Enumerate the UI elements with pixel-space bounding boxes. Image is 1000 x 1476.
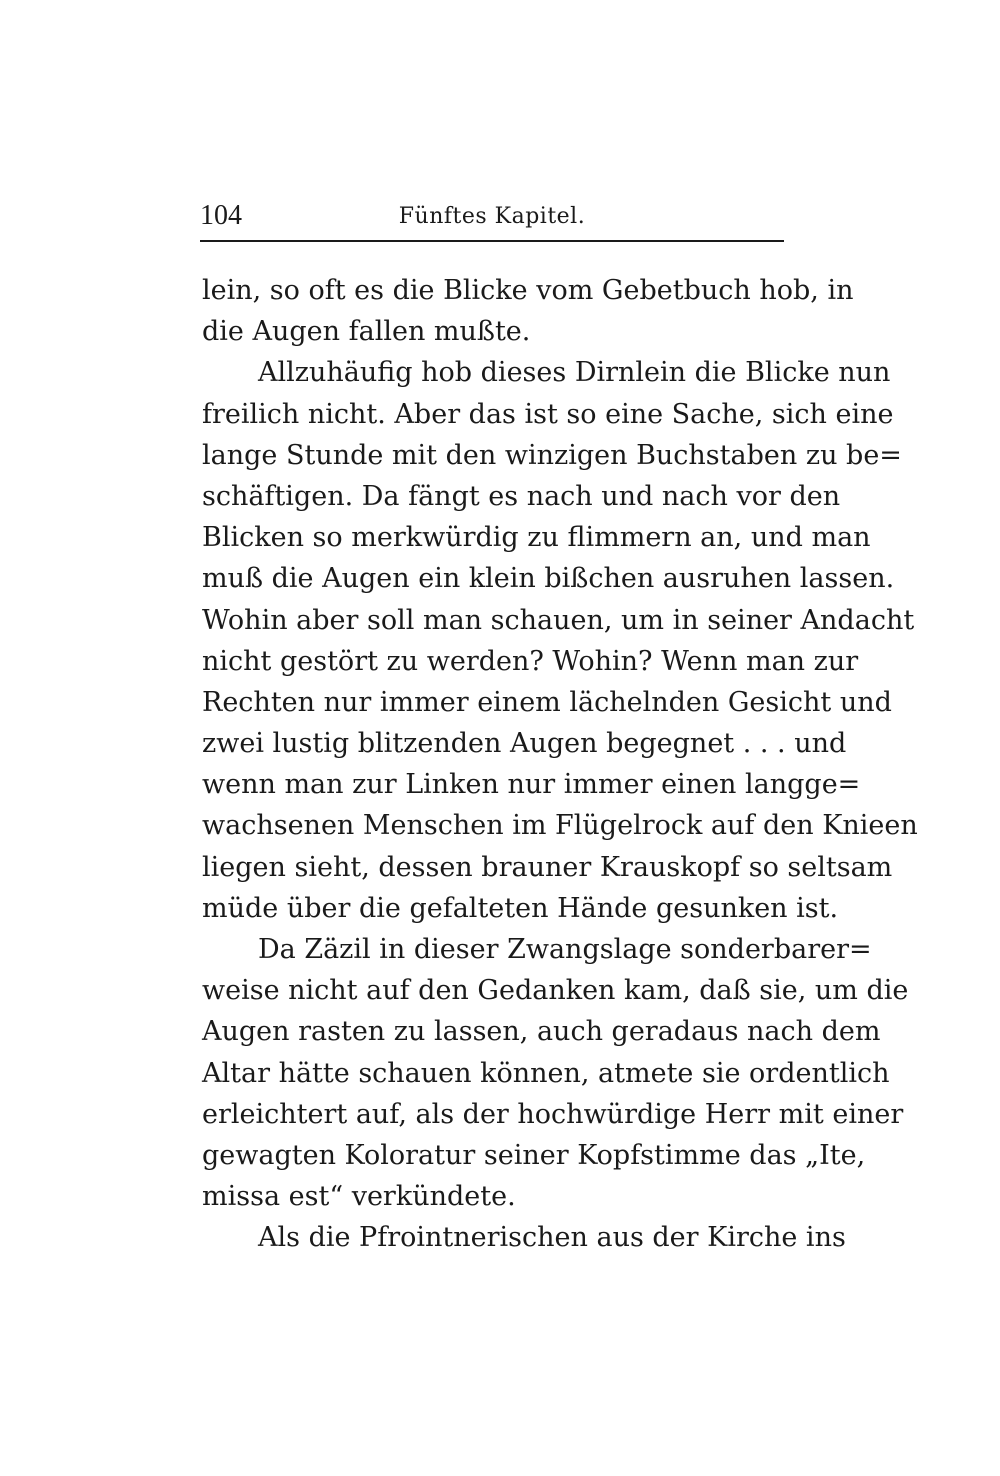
text-line: zwei lustig blitzenden Augen begegnet . . . und	[202, 728, 847, 760]
page-header	[200, 196, 784, 242]
text-line: Blicken so merkwürdig zu flimmern an, und man	[202, 522, 871, 554]
text-line: lein, so oft es die Blicke vom Gebetbuch hob, in	[202, 275, 854, 306]
text-line: Rechten nur immer einem lächelnden Gesicht und	[202, 686, 892, 718]
text-line: wenn man zur Linken nur immer einen langge=	[202, 769, 861, 801]
body-text	[202, 270, 918, 1259]
text-line: wachsenen Menschen im Flügelrock auf den Knieen	[202, 810, 918, 842]
text-line: liegen sieht, dessen brauner Krauskopf so seltsam	[202, 851, 893, 883]
text-line: die Augen fallen mußte.	[202, 316, 531, 348]
text-line: gewagten Koloratur seiner Kopfstimme das „Ite,	[202, 1139, 866, 1171]
text-line: erleichtert auf, als der hochwürdige Herr mit einer	[202, 1098, 904, 1130]
text-line: Als die Pfrointnerischen aus der Kirche ins	[258, 1222, 846, 1254]
text-line: schäftigen. Da fängt es nach und nach vor den	[202, 480, 841, 512]
text-line: missa est“ verkündete.	[202, 1181, 516, 1213]
text-line: weise nicht auf den Gedanken kam, daß sie, um die	[202, 975, 909, 1007]
running-head: Fünftes Kapitel.	[398, 204, 586, 229]
text-line: nicht gestört zu werden? Wohin? Wenn man zur	[202, 645, 859, 677]
text-line: Altar hätte schauen können, atmete sie ordentlich	[202, 1057, 890, 1089]
text-line: muß die Augen ein klein bißchen ausruhen lassen.	[202, 563, 895, 595]
text-line: Da Zäzil in dieser Zwangslage sonderbarer=	[258, 934, 872, 965]
text-line: Wohin aber soll man schauen, um in seiner Andacht	[202, 604, 915, 636]
text-line: Augen rasten zu lassen, auch geradaus nach dem	[202, 1016, 881, 1048]
text-line: freilich nicht. Aber das ist so eine Sache, sich eine	[202, 398, 894, 430]
text-line: lange Stunde mit den winzigen Buchstaben zu be=	[202, 439, 902, 471]
page-number: 104	[200, 200, 242, 231]
text-line: Allzuhäufig hob dieses Dirnlein die Blicke nun	[258, 357, 891, 389]
text-line: müde über die gefalteten Hände gesunken ist.	[202, 892, 839, 924]
